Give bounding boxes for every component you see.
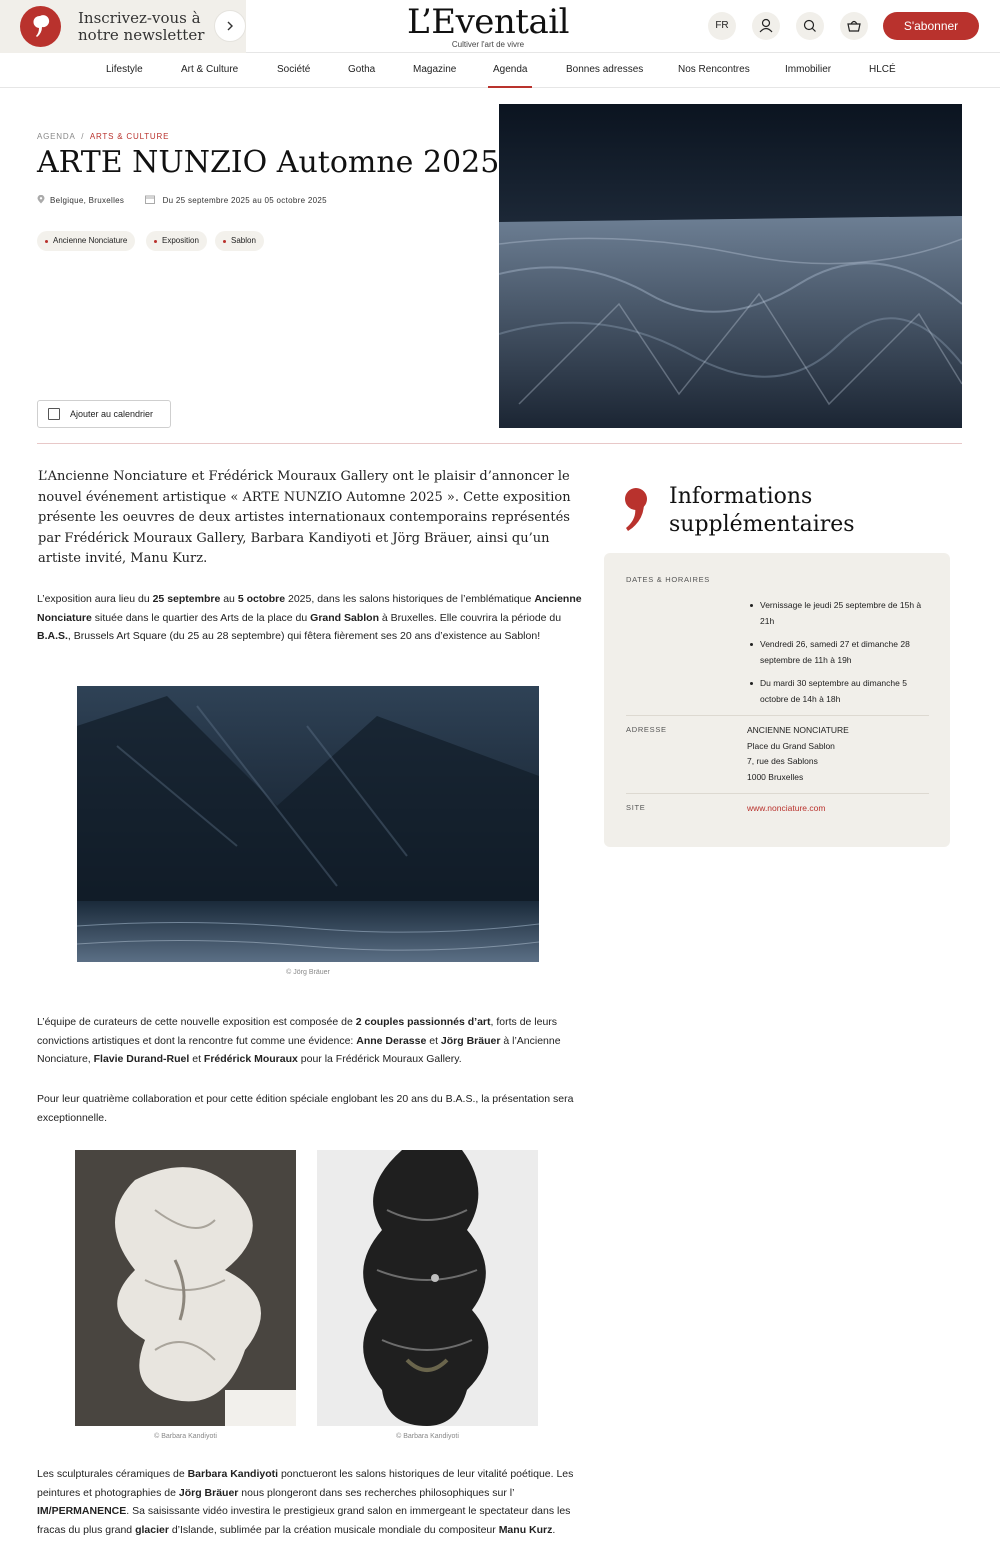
location-pin-icon (37, 195, 45, 204)
nav-item-agenda[interactable]: Agenda (488, 54, 532, 88)
account-button[interactable] (752, 12, 780, 40)
event-location (37, 195, 124, 205)
brand-name: L’Eventail (407, 2, 569, 42)
nav-item-hlce[interactable]: HLCÉ (869, 64, 896, 75)
address-block (747, 723, 849, 785)
nav-item-societe[interactable]: Société (277, 64, 311, 75)
add-to-calendar-button[interactable] (37, 400, 171, 428)
section-divider (37, 443, 962, 444)
address-line: Place du Grand Sablon (747, 740, 835, 751)
breadcrumb-separator: / (81, 132, 85, 141)
caption-kandiyoti-2: © Barbara Kandiyoti (396, 1433, 459, 1440)
user-icon (752, 12, 780, 40)
breadcrumb-agenda[interactable]: AGENDA (37, 132, 76, 141)
nav-item-art-culture[interactable]: Art & Culture (181, 64, 239, 75)
search-icon (796, 12, 824, 40)
address-line: 1000 Bruxelles (747, 771, 804, 782)
chevron-right-icon (225, 21, 235, 31)
main-nav (0, 54, 1000, 88)
add-to-calendar-label: Ajouter au calendrier (70, 409, 154, 419)
hero-image-glacier (499, 104, 962, 428)
address-line: ANCIENNE NONCIATURE (747, 725, 849, 735)
photo-glacier-water (77, 686, 539, 962)
calendar-icon (145, 195, 155, 204)
info-separator (626, 793, 929, 794)
top-header (0, 0, 1000, 53)
schedule-item: Vernissage le jeudi 25 septembre de 15h à 21h (747, 598, 937, 629)
nav-item-magazine[interactable]: Magazine (413, 64, 457, 75)
breadcrumb (37, 132, 169, 141)
dates-label: DATES & HORAIRES (626, 575, 710, 584)
paragraph-1: L’exposition aura lieu du 25 septembre au 5 octobre 2025, dans les salons historiques de l’emblématique Ancienne Nonciature située dans le quartier des Arts de la place du Grand Sablon à Bruxelles. Elle couvrira la période du B.A.S., Brussels Art Square (du 25 au 28 septembre) qui fêtera fièrement ses 20 ans d’existence au Sablon! (37, 593, 582, 642)
language-button[interactable]: FR (708, 12, 736, 40)
page-title: ARTE NUNZIO Automne 2025 (37, 145, 500, 180)
basket-icon (840, 12, 868, 40)
nav-item-lifestyle[interactable]: Lifestyle (106, 64, 143, 75)
paragraph-4: Les sculpturales céramiques de Barbara Kandiyoti ponctueront les salons historiques de leur vitalité poétique. Les peintures et photographies de Jörg Bräuer nous plongeront dans ses recherches philosophiques sur l’ IM/PERMANENCE. Sa saisissante vidéo investira le prestigieux grand salon en immergeant le spectateur dans les fracas du plus grand glacier d’Islande, sublimée par la création musicale mondiale du compositeur Manu Kurz. (37, 1468, 574, 1536)
paragraph-2: L’équipe de curateurs de cette nouvelle exposition est composée de 2 couples passionnés d’art, forts de leurs convictions artistiques et dont la rencontre fut comme une évidence: Anne Derasse et Jörg Bräuer à l’Ancienne Nonciature, Flavie Durand-Ruel et Frédérick Mouraux pour la Frédérick Mouraux Gallery. (37, 1016, 561, 1065)
schedule-list (747, 598, 937, 715)
event-location-text: Belgique, Bruxelles (50, 196, 125, 205)
tag-exposition[interactable]: Exposition (146, 231, 207, 251)
comma-logo-icon (20, 6, 61, 47)
paragraph-3: Pour leur quatrième collaboration et pour cette édition spéciale englobant les 20 ans du B.A.S., la présentation sera exceptionnelle. (37, 1093, 574, 1124)
event-dates (145, 195, 327, 205)
newsletter-arrow-button[interactable] (214, 10, 246, 42)
newsletter-banner[interactable] (0, 0, 246, 53)
nav-item-gotha[interactable]: Gotha (348, 64, 376, 75)
info-separator (626, 715, 929, 716)
cart-button[interactable] (840, 12, 868, 40)
subscribe-button[interactable]: S'abonner (883, 12, 979, 40)
event-dates-text: Du 25 septembre 2025 au 05 octobre 2025 (162, 196, 327, 205)
site-logo[interactable] (388, 2, 588, 49)
address-label: ADRESSE (626, 725, 667, 734)
info-card (604, 553, 950, 847)
caption-kandiyoti-1: © Barbara Kandiyoti (154, 1433, 217, 1440)
comma-quote-icon (622, 487, 648, 533)
nav-item-nos-rencontres[interactable]: Nos Rencontres (678, 64, 750, 75)
info-title: Informations supplémentaires (669, 484, 855, 537)
address-line: 7, rue des Sablons (747, 756, 818, 766)
caption-jorg-brauer: © Jörg Bräuer (286, 969, 330, 976)
nav-item-immobilier[interactable]: Immobilier (785, 64, 832, 75)
schedule-item: Vendredi 26, samedi 27 et dimanche 28 septembre de 11h à 19h (747, 637, 937, 668)
brand-tagline: Cultiver l'art de vivre (451, 40, 525, 49)
calendar-plus-icon (48, 408, 60, 420)
tag-ancienne-nonciature[interactable]: Ancienne Nonciature (37, 231, 135, 251)
photo-white-ceramic (75, 1150, 296, 1426)
breadcrumb-category[interactable]: ARTS & CULTURE (89, 132, 170, 141)
nav-item-bonnes-adresses[interactable]: Bonnes adresses (566, 64, 644, 75)
article-intro: L’Ancienne Nonciature et Frédérick Mouraux Gallery ont le plaisir d’annoncer le nouvel événement artistique « ARTE NUNZIO Automne 2025 ». Cette exposition présente les oeuvres de deux artistes internationaux contemporains représentés par Frédérick Mouraux Gallery, Barbara Kandiyoti et Jörg Bräuer, ainsi qu’un artiste invité, Manu Kurz. (38, 469, 571, 566)
schedule-item: Du mardi 30 septembre au dimanche 5 octobre de 14h à 18h (747, 676, 937, 707)
site-label: SITE (626, 803, 646, 812)
site-link[interactable]: www.nonciature.com (747, 803, 826, 813)
photo-black-ceramic (317, 1150, 538, 1426)
tag-sablon[interactable]: Sablon (215, 231, 264, 251)
search-button[interactable] (796, 12, 824, 40)
newsletter-text: Inscrivez-vous à notre newsletter (78, 9, 205, 44)
